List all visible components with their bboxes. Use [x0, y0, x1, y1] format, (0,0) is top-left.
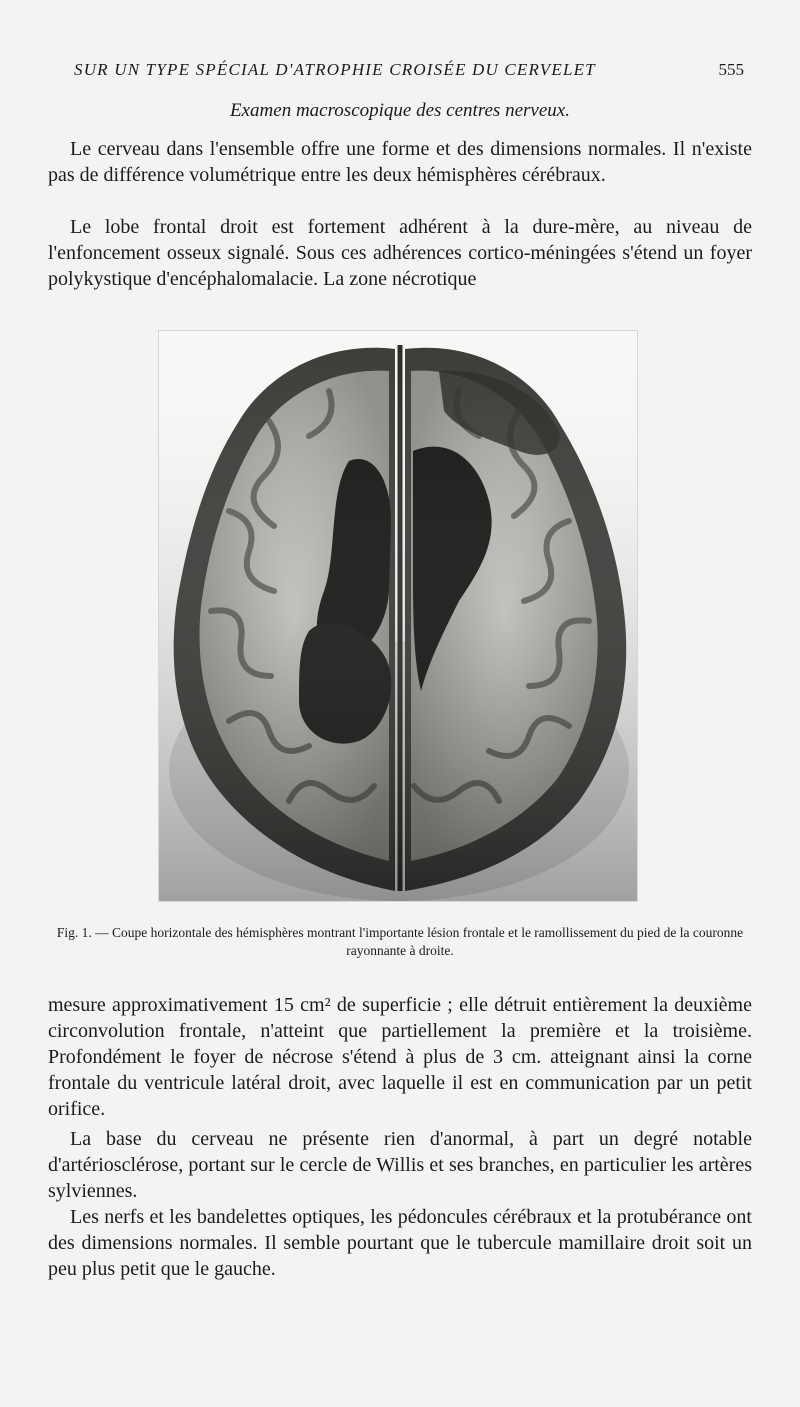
paragraph-5: Les nerfs et les bandelettes optiques, les pédoncules cérébraux et la protubérance ont des dimensions normales. Il semble pourtant que le tubercule mamillaire droit soit un peu plus petit que le gauche.: [48, 1206, 752, 1280]
figure-caption-text: Coupe horizontale des hémisphères montrant l'importante lésion frontale et le ramollissement du pied de la couronne rayonnante à droite.: [112, 925, 744, 958]
running-title: SUR UN TYPE SPÉCIAL D'ATROPHIE CROISÉE DU CERVELET: [74, 60, 596, 79]
paragraph-3: mesure approximativement 15 cm² de superficie ; elle détruit entièrement la deuxième circonvolution frontale, n'atteint que partiellement la première et la troisième. Profondément le foyer de nécrose s'étend à plus de 3 cm. atteignant ainsi la corne frontale du ventricule latéral droit, avec laquelle il est en communication par un petit orifice.: [48, 994, 752, 1120]
paragraph-2: Le lobe frontal droit est fortement adhérent à la dure-mère, au niveau de l'enfoncement osseux signalé. Sous ces adhérences cortico-méningées s'étend un foyer polykystique d'encéphalomalacie. La zone nécrotique: [48, 216, 752, 290]
page-number: 555: [718, 60, 744, 79]
paragraph-1: Le cerveau dans l'ensemble offre une forme et des dimensions normales. Il n'existe pas de différence volumétrique entre les deux hémisphères cérébraux.: [48, 138, 752, 186]
figure-caption: [48, 924, 752, 960]
section-heading: Examen macroscopique des centres nerveux.: [230, 100, 570, 121]
paragraph-4: La base du cerveau ne présente rien d'anormal, à part un degré notable d'artériosclérose, portant sur le cercle de Willis et ses branches, en particulier les artères sylviennes.: [48, 1128, 752, 1202]
figure-label: Fig. 1. —: [56, 925, 109, 940]
brain-section-illustration: [159, 331, 637, 901]
running-head: [48, 60, 752, 86]
figure-brain-section-photo: [158, 330, 638, 902]
